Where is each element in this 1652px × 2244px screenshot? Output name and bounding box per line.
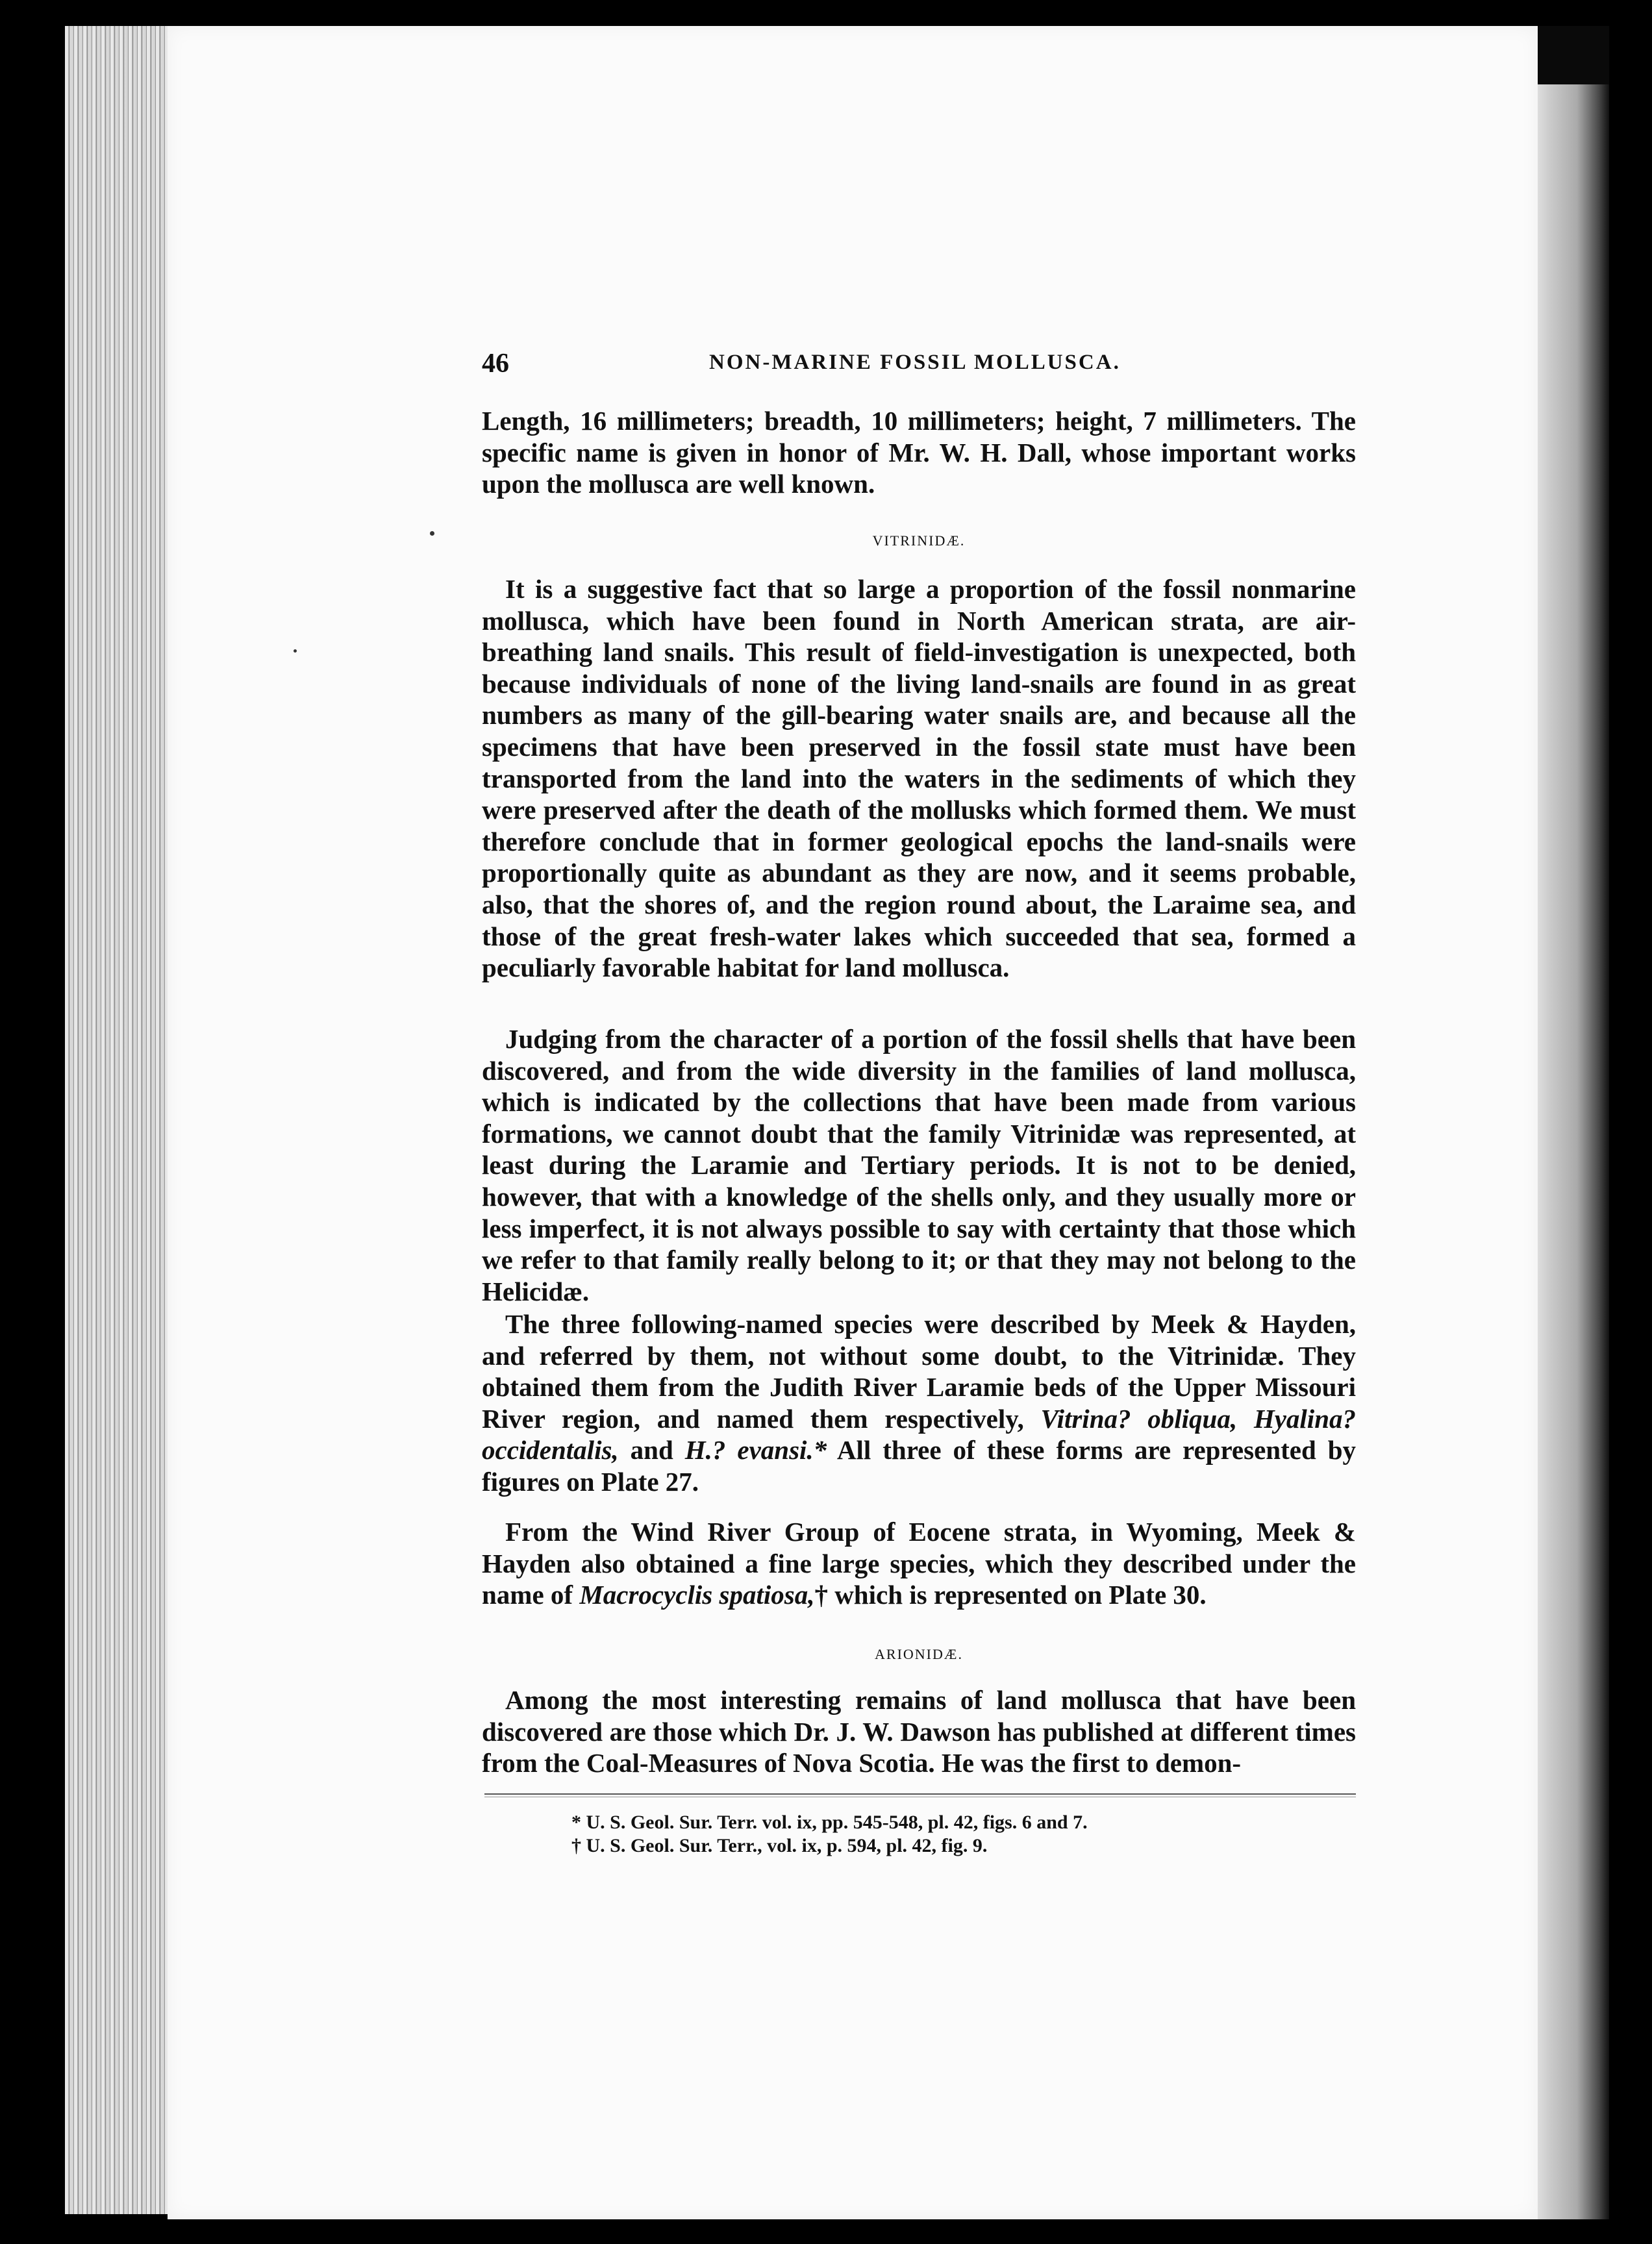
species-name: Macrocyclis spatiosa, xyxy=(579,1580,815,1610)
footnote-star: * U. S. Geol. Sur. Terr. vol. ix, pp. 545-548, pl. 42, figs. 6 and 7. xyxy=(571,1812,1088,1833)
page-right-edge-shadow xyxy=(1538,26,1609,84)
paragraph-text: From the Wind River Group of Eocene strata, in Wyoming, Meek & Hayden also obtained a fine large species, which they described under the name of xyxy=(482,1517,1356,1610)
paragraph-vitrinidae-4 xyxy=(482,1516,1356,1611)
paragraph-arionidae-1: Among the most interesting remains of land mollusca that have been discovered are those which Dr. J. W. Dawson has published at different times from the Coal-Measures of Nova Scotia. He was the first to demon- xyxy=(482,1685,1356,1778)
book-spine-edges xyxy=(65,26,169,2214)
scan-speck xyxy=(294,649,297,653)
running-title: NON-MARINE FOSSIL MOLLUSCA. xyxy=(709,351,1121,374)
paragraph-vitrinidae-2: Judging from the character of a portion of the fossil shells that have been discovered, and from the wide diversity in the families of land mollusca, which is indicated by the collections that have been made from various formations, we cannot doubt that the family Vitrinidæ was represented, at least during the Laramie and Tertiary periods. It is not to be denied, however, that with a knowledge of the shells only, and they usually more or less imperfect, it is not always possible to say with certainty that those which we refer to that family really belong to it; or that they may not belong to the Helicidæ. xyxy=(482,1024,1356,1306)
footnote-rule xyxy=(484,1793,1356,1797)
scan-speck xyxy=(430,531,434,536)
paragraph-dall-measurements: Length, 16 millimeters; breadth, 10 millimeters; height, 7 millimeters. The specific name is given in honor of Mr. W. H. Dall, whose important works upon the mollusca are well known. xyxy=(482,406,1356,499)
species-name: Vitrina? obliqua, xyxy=(1040,1403,1238,1434)
species-name: Hyalina? occidentalis, xyxy=(482,1403,1357,1465)
paragraph-vitrinidae-3 xyxy=(482,1308,1356,1498)
species-name: H.? evansi.* xyxy=(684,1435,827,1465)
page-header xyxy=(482,348,1356,380)
paragraph-text: The three following-named species were described by Meek & Hayden, and referred by them, not without some doubt, to the Vitrinidæ. They obtained them from the Judith River Laramie beds of the Upper Missouri River region, and named them respectively, xyxy=(482,1309,1356,1434)
page-right-edge xyxy=(1538,26,1609,2219)
paragraph-text: † which is represented on Plate 30. xyxy=(814,1580,1207,1610)
page-number: 46 xyxy=(482,349,509,379)
section-heading-arionidae: ARIONIDÆ. xyxy=(875,1646,963,1662)
section-heading-vitrinidae: VITRINIDÆ. xyxy=(872,532,966,549)
paragraph-text: and xyxy=(630,1435,673,1465)
footnote-dagger: † U. S. Geol. Sur. Terr., vol. ix, p. 594, pl. 42, fig. 9. xyxy=(571,1835,988,1856)
paragraph-vitrinidae-1: It is a suggestive fact that so large a proportion of the fossil nonmarine mollusca, which have been found in North American strata, are air-breathing land snails. This result of field-investigation is unexpected, both because individuals of none of the living land-snails are found in as great numbers as many of the gill-bearing water snails are, and because all the specimens that have been preserved in the fossil state must have been transported from the land into the waters in the sediments of which they were preserved after the death of the mollusks which formed them. We must therefore conclude that in former geological epochs the land-snails were proportionally quite as abundant as they are now, and it seems probable, also, that the shores of, and the region round about, the Laraime sea, and those of the great fresh-water lakes which succeeded that sea, formed a peculiarly favorable habitat for land mollusca. xyxy=(482,574,1356,983)
paragraph-text: All three of these forms are represented by figures on Plate 27. xyxy=(482,1435,1357,1497)
